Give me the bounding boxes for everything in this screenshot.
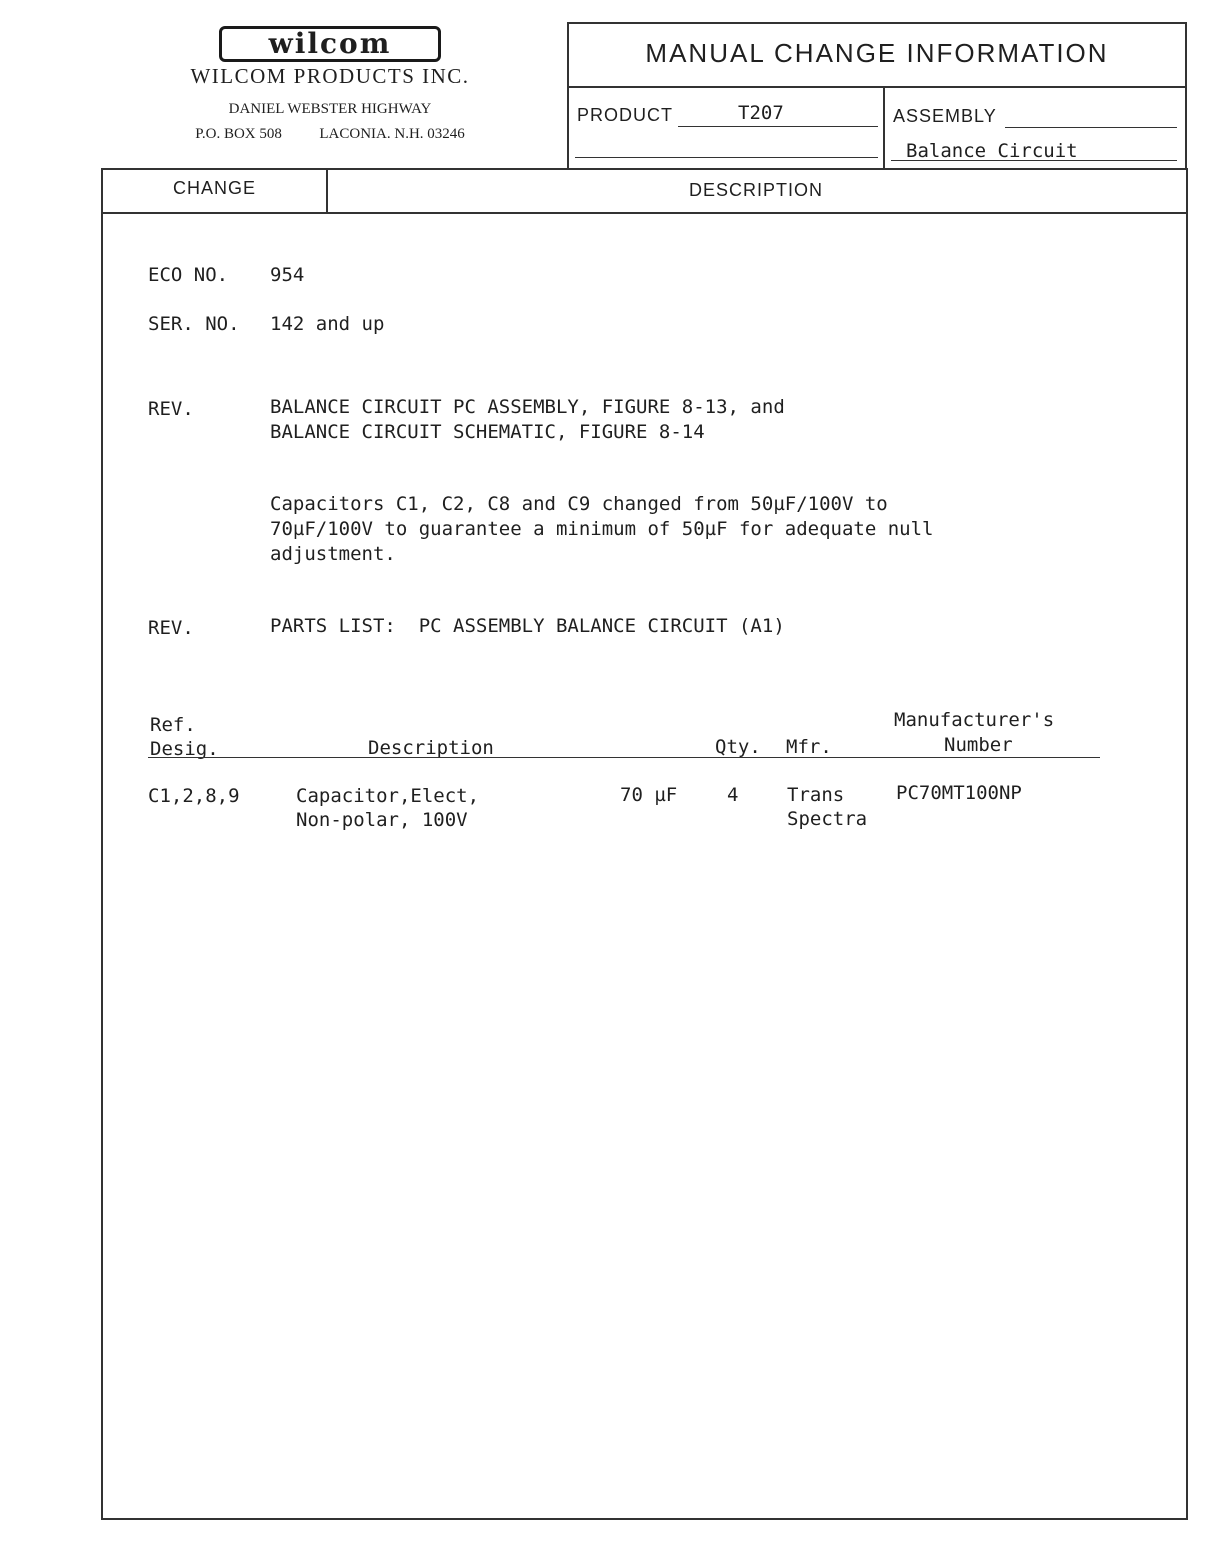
form-title: MANUAL CHANGE INFORMATION: [645, 38, 1109, 68]
table-header-rule: [148, 757, 1100, 758]
city-state-zip: LACONIA. N.H. 03246: [319, 126, 465, 142]
column-header-change: CHANGE: [172, 178, 256, 198]
row-ref-desig: C1,2,8,9: [148, 785, 240, 807]
rev-2-text: PARTS LIST: PC ASSEMBLY BALANCE CIRCUIT (A1): [270, 615, 785, 637]
column-header-description: DESCRIPTION: [688, 180, 823, 200]
serial-label: SER. NO.: [148, 313, 240, 335]
table-header-ref-line-1: Ref.: [150, 714, 196, 736]
table-header-mfr-number-line-1: Manufacturer's: [894, 709, 1055, 731]
serial-value: 142 and up: [270, 313, 385, 335]
assembly-label: ASSEMBLY: [893, 106, 997, 126]
rev-label-1: REV.: [148, 398, 194, 420]
product-underline-2: [575, 157, 878, 158]
logo-text: wilcom: [268, 27, 392, 60]
change-paragraph-line-3: adjustment.: [270, 543, 396, 565]
product-underline: [678, 126, 878, 127]
product-value: T207: [738, 102, 784, 124]
table-header-mfr-number-line-2: Number: [944, 734, 1013, 756]
row-part-number: PC70MT100NP: [896, 782, 1022, 804]
eco-label: ECO NO.: [148, 264, 229, 286]
row-mfr-line-2: Spectra: [787, 808, 868, 830]
table-header-description: Description: [368, 737, 494, 759]
change-paragraph-line-1: Capacitors C1, C2, C8 and C9 changed from 50µF/100V to: [270, 493, 888, 515]
rev-1-line-1: BALANCE CIRCUIT PC ASSEMBLY, FIGURE 8-13, and: [270, 396, 785, 418]
form-frame: [101, 168, 1188, 1520]
change-paragraph-line-2: 70µF/100V to guarantee a minimum of 50µF for adequate null: [270, 518, 934, 540]
rev-1-line-2: BALANCE CIRCUIT SCHEMATIC, FIGURE 8-14: [270, 421, 705, 443]
row-mfr-line-1: Trans: [787, 784, 845, 806]
assembly-value: Balance Circuit: [906, 140, 1078, 162]
row-value: 70 µF: [620, 784, 678, 806]
row-description-line-1: Capacitor,Elect,: [296, 785, 480, 807]
table-header-mfr: Mfr.: [786, 736, 832, 758]
po-box: P.O. BOX 508: [195, 126, 282, 142]
row-qty: 4: [727, 784, 739, 806]
table-header-qty: Qty.: [715, 736, 761, 758]
assembly-underline: [1005, 127, 1177, 128]
company-name: WILCOM PRODUCTS INC.: [190, 64, 470, 88]
address-street: DANIEL WEBSTER HIGHWAY: [228, 101, 432, 117]
table-header-ref-line-2: Desig.: [150, 738, 219, 760]
eco-value: 954: [270, 264, 305, 286]
row-description-line-2: Non-polar, 100V: [296, 809, 468, 831]
address-city-line: [100, 126, 560, 143]
column-header-divider: [101, 212, 1186, 214]
rev-label-2: REV.: [148, 617, 194, 639]
company-logo: [219, 26, 441, 62]
product-label: PRODUCT: [577, 105, 673, 125]
